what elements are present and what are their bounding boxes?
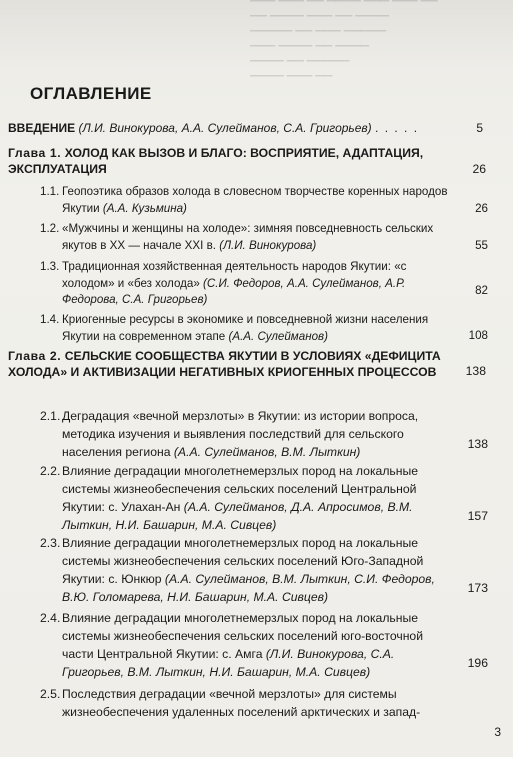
entry-page: 108 xyxy=(468,329,488,342)
toc-entry-1-4 xyxy=(40,312,488,345)
toc-entry-2-3 xyxy=(40,534,488,606)
toc-entry-1-1 xyxy=(40,184,488,217)
entry-authors: (Л.И. Винокурова) xyxy=(219,238,317,252)
chapter-1-page: 26 xyxy=(472,162,486,176)
entry-title: Влияние деградации многолетнемерзлых пород на локальные системы жизнеобеспечения сельских поселений Юго-Западной Якутии: с. Юнкюр xyxy=(62,536,424,586)
chapter-1-prefix: Глава 1. xyxy=(8,146,62,160)
entry-title: Криогенные ресурсы в экономике и повседневной жизни населения Якутии на современном этапе xyxy=(62,313,429,343)
entry-page: 55 xyxy=(475,239,488,252)
intro-authors: (Л.И. Винокурова, А.А. Сулейманов, С.А. Григорьев) xyxy=(78,121,372,135)
entry-number: 2.2. xyxy=(40,464,61,478)
entry-authors: (А.А. Сулейманов, В.М. Лыткин, С.И. Федоров, В.Ю. Голомарева, Н.И. Башарин, М.А. Сивцев) xyxy=(62,572,435,604)
entry-number: 2.1. xyxy=(40,409,61,423)
entry-title: Геопоэтика образов холода в словесном творчестве коренных народов Якутии xyxy=(62,185,448,215)
bleed-through-text: ▔▔▔ ▔▔▔ ▔▔ ▔▔▔▔ ▔▔▔ ▔▔▔ ▔▔ ▔▔ ▔▔▔▔ ▔▔▔ ▔▔ ▔▔▔▔ ▔▔▔▔▔ ▔▔ ▔▔▔ ▔▔▔▔▔ ▔▔▔ ▔▔▔▔ ▔▔ ▔▔▔▔ ▔▔▔▔ ▔▔ ▔▔▔▔▔ ▔▔▔▔ ▔▔▔ ▔▔ xyxy=(250,1,438,88)
entry-number: 1.4. xyxy=(40,313,60,326)
entry-page: 173 xyxy=(467,581,488,595)
entry-title: Влияние деградации многолетнемерзлых пород на локальные системы жизнеобеспечения сельских поселений Центральной Якутии: с. Улахан-Ан xyxy=(62,464,419,514)
toc-intro xyxy=(8,121,483,136)
entry-authors: (А.А. Сулейманов) xyxy=(228,329,328,343)
entry-page: 157 xyxy=(467,509,488,523)
entry-authors: (С.И. Федоров, А.А. Сулейманов, А.Р. Федорова, С.А. Григорьев) xyxy=(62,276,406,306)
page-title: ОГЛАВЛЕНИЕ xyxy=(30,84,152,103)
intro-dots: . . . . . xyxy=(375,121,419,135)
entry-number: 2.3. xyxy=(40,536,61,550)
entry-title: Влияние деградации многолетнемерзлых пород на локальные системы жизнеобеспечения сельских поселений юго-восточной части Центральной Якутии: с. Амга xyxy=(62,611,424,661)
entry-authors: (А.А. Кузьмина) xyxy=(102,201,187,215)
intro-page: 5 xyxy=(476,121,483,135)
entry-page: 196 xyxy=(467,656,488,670)
chapter-1-heading xyxy=(8,146,486,178)
chapter-1-title: ХОЛОД КАК ВЫЗОВ И БЛАГО: ВОСПРИЯТИЕ, АДАПТАЦИЯ, ЭКСПЛУАТАЦИЯ xyxy=(8,146,424,176)
entry-number: 1.1. xyxy=(40,185,60,198)
intro-label: ВВЕДЕНИЕ xyxy=(8,121,76,135)
chapter-2-heading xyxy=(8,349,486,381)
toc-entry-1-2 xyxy=(40,221,488,254)
toc-entry-2-4 xyxy=(40,609,488,681)
entry-authors: (А.А. Сулейманов, В.М. Лыткин) xyxy=(173,445,361,459)
entry-number: 2.4. xyxy=(40,611,61,625)
toc-entry-1-3 xyxy=(40,259,488,309)
entry-title: Последствия деградации «вечной мерзлоты» для системы жизнеобеспечения удаленных поселений арктических и запад- xyxy=(62,687,421,719)
toc-entry-2-1 xyxy=(40,407,488,461)
entry-number: 2.5. xyxy=(40,687,61,701)
entry-authors: (Л.И. Винокурова, С.А. Григорьев, В.М. Лыткин, Н.И. Башарин, М.А. Сивцев) xyxy=(62,647,395,679)
entry-page: 26 xyxy=(475,202,488,215)
entry-page: 82 xyxy=(475,284,488,297)
entry-title: «Мужчины и женщины на холоде»: зимняя повседневность сельских якутов в XX — начале XXI в. xyxy=(62,222,434,252)
entry-number: 1.3. xyxy=(40,260,60,273)
page-number: 3 xyxy=(494,725,501,739)
entry-page: 138 xyxy=(467,437,488,451)
toc-entry-2-2 xyxy=(40,462,488,534)
toc-entry-2-5 xyxy=(40,685,488,721)
entry-number: 1.2. xyxy=(40,222,60,235)
entry-authors: (А.А. Сулейманов, Д.А. Апросимов, В.М. Лыткин, Н.И. Башарин, М.А. Сивцев) xyxy=(62,500,413,532)
entry-title: Традиционная хозяйственная деятельность народов Якутии: «с холодом» и «без холода» xyxy=(62,260,407,290)
chapter-2-title: СЕЛЬСКИЕ СООБЩЕСТВА ЯКУТИИ В УСЛОВИЯХ «ДЕФИЦИТА ХОЛОДА» И АКТИВИЗАЦИИ НЕГАТИВНЫХ КРИОГЕННЫХ ПРОЦЕССОВ xyxy=(8,349,441,379)
chapter-2-page: 138 xyxy=(465,364,486,378)
entry-title: Деградация «вечной мерзлоты» в Якутии: из истории вопроса, методика изучения и выявления последствий для сельского населения региона xyxy=(62,409,419,459)
chapter-2-prefix: Глава 2. xyxy=(8,349,62,363)
